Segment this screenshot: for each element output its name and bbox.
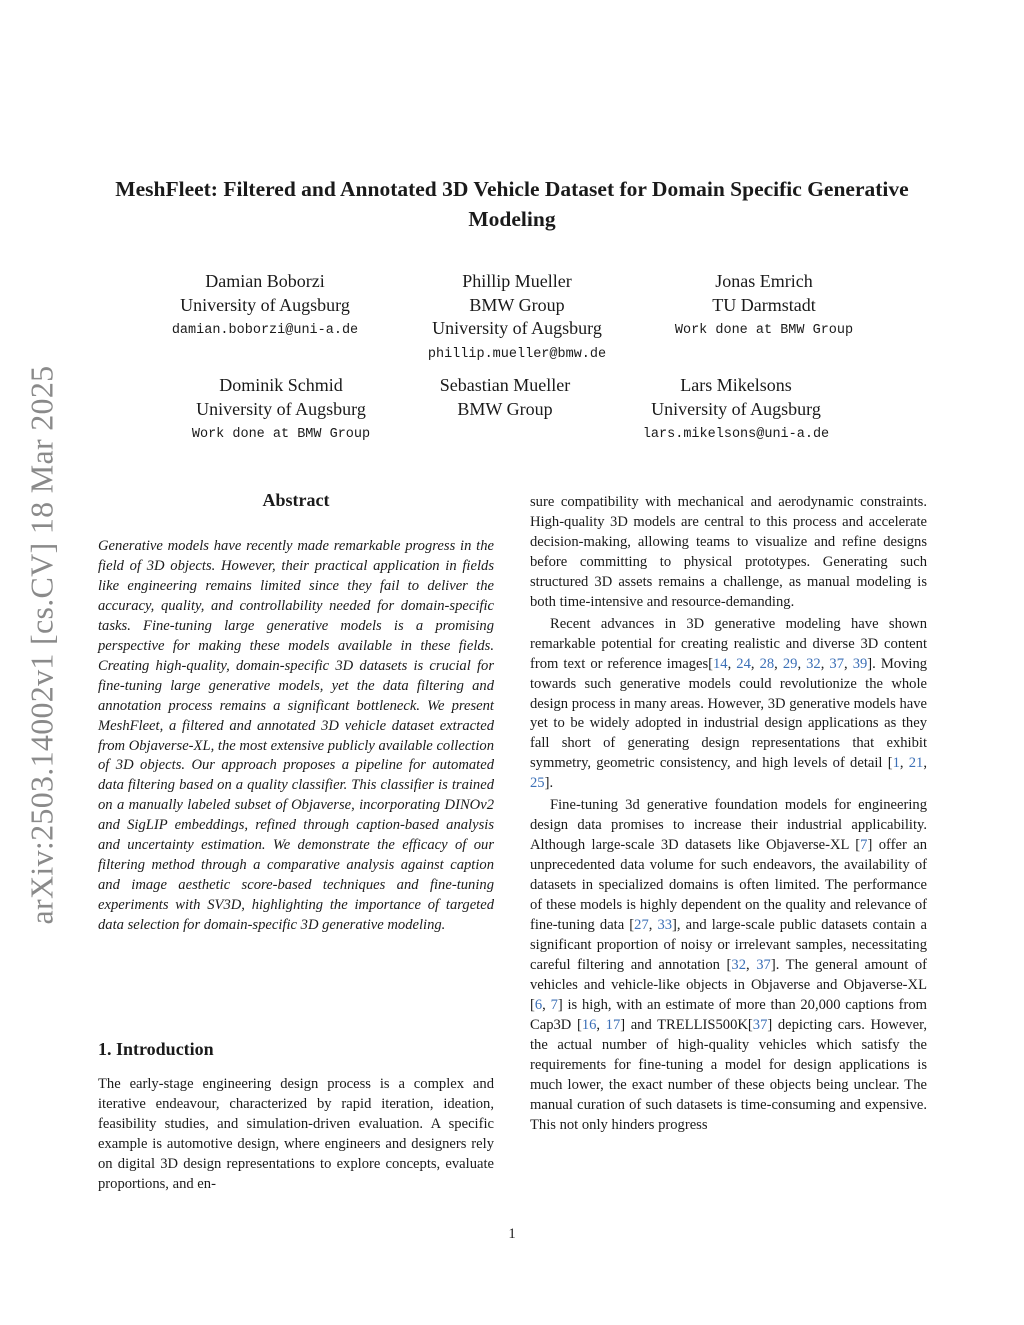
author-note: Work done at BMW Group (674, 323, 854, 338)
author-name: Jonas Emrich (715, 271, 813, 291)
author-block (390, 374, 620, 421)
author-affiliation: TU Darmstadt (712, 294, 816, 315)
citation-link[interactable]: 17 (605, 1016, 621, 1033)
citation-link[interactable]: 37 (756, 956, 771, 973)
author-block (150, 270, 380, 341)
introduction-heading: 1. Introduction (98, 1039, 214, 1059)
citation-link[interactable]: 27 (634, 917, 649, 934)
text-run: ]. Moving towards such generative models could revolutionize the whole design process in many areas. However, 3D generative models have yet to be widely adopted in industrial design applications as they fall short of generating design representations that exhibit symmetry, geometric consistency, and high levels of detail [ (530, 655, 928, 772)
citation-link[interactable]: 29 (782, 655, 798, 672)
text-run: ] and TRELLIS500K[ (620, 1016, 753, 1033)
text-run: ] offer an unprecedented data volume for such endeavors, the availability of datasets in specialized domains is often limited. The performance of these models is highly dependent on the quality and relevance of fine-tuning data [ (530, 837, 927, 934)
paper-title: MeshFleet: Filtered and Annotated 3D Vehicle Dataset for Domain Specific Generative Modeling (115, 177, 909, 231)
citation-link[interactable]: 25 (530, 775, 545, 792)
author-note: Work done at BMW Group (191, 427, 371, 442)
paragraph: sure compatibility with mechanical and aerodynamic constraints. High-quality 3D models are central to this process and accelerate decision-making, allowing teams to visualize and refine designs before committing to physical prototypes. Generating such structured 3D assets remains a challenge, as manual modeling is both time-intensive and resource-demanding. (530, 494, 927, 610)
text-run: Recent advances in 3D generative modeling have shown remarkable potential for creating realistic and diverse 3D content from text or reference images[ (530, 615, 927, 672)
citation-link[interactable]: 7 (860, 837, 868, 854)
citation-link[interactable]: 32 (806, 655, 821, 672)
author-name: Sebastian Mueller (439, 375, 571, 395)
citation-link[interactable]: 24 (736, 655, 751, 672)
author-name: Damian Boborzi (205, 271, 325, 291)
abstract-heading: Abstract (262, 490, 330, 510)
author-affiliation: University of Augsburg (651, 398, 821, 419)
author-affiliation: University of Augsburg (432, 318, 602, 338)
citation-link[interactable]: 37 (829, 655, 844, 672)
author-name: Lars Mikelsons (680, 375, 792, 395)
text-run: ] is high, with an estimate of more than 20,000 captions from Cap3D [ (530, 996, 928, 1033)
text-run: ], and large-scale public datasets contain a significant proportion of noisy or irrelevant samples, necessitating careful filtering and annotation [ (530, 917, 928, 973)
author-affiliation: University of Augsburg (196, 398, 366, 419)
paragraph: Recent advances in 3D generative modeling have shown remarkable potential for creating realistic and diverse 3D content from text or reference images[14, 24, 28, 29, 32, 37, 39]. Moving towards such generative models could revolutionize the whole design process in many areas. However, 3D generative models have yet to be widely adopted in industrial design applications as they fall short of generating design representations that exhibit symmetry, geometric consistency, and high levels of detail [1, 21, 25]. (530, 615, 928, 792)
page-number: 1 (508, 1226, 516, 1242)
author-email: phillip.mueller@bmw.de (427, 346, 607, 362)
author-email: lars.mikelsons@uni-a.de (642, 427, 830, 442)
author-affiliation: BMW Group (457, 398, 553, 419)
citation-link[interactable]: 37 (752, 1016, 768, 1033)
text-run: ]. (544, 775, 554, 792)
citation-link[interactable]: 1 (892, 755, 900, 772)
paragraph: Fine-tuning 3d generative foundation models for engineering design data promises to increase their industrial applicability. Although large-scale 3D datasets like Objaverse-XL [7] offer an unprecedented data volume for such endeavors, the availability of datasets in specialized domains is often limited. The performance of these models is highly dependent on the quality and relevance of fine-tuning data [27, 33], and large-scale public datasets contain a significant proportion of noisy or irrelevant samples, necessitating careful filtering and annotation [32, 37]. The general amount of vehicles and vehicle-like objects in Objaverse and Objaverse-XL [6, 7] is high, with an estimate of more than 20,000 captions from Cap3D [16, 17] and TRELLIS500K[37] depicting cars. However, the actual number of high-quality vehicles which satisfy the requirements for fine-tuning a model for design applications is much lower, the exact number of these objects being unclear. The manual curation of such datasets is time-consuming and expensive. This not only hinders progress (530, 797, 928, 1133)
citation-link[interactable]: 33 (657, 917, 673, 934)
author-block (650, 270, 878, 341)
text-run: Fine-tuning 3d generative foundation models for engineering design data promises to increase their industrial applicability. Although large-scale 3D datasets like Objaverse-XL [ (530, 797, 927, 854)
introduction-text: The early-stage engineering design process is a complex and iterative endeavour, characterized by rapid iteration, ideation, feasibility studies, and simulation-driven evaluation. A specific example is automotive design, where engineers and designers rely on digital 3D design representations to explore concepts, evaluate proportions, and en- (98, 1076, 494, 1192)
citation-link[interactable]: 39 (852, 655, 868, 672)
citation-link[interactable]: 6 (534, 996, 543, 1013)
abstract-text: Generative models have recently made remarkable progress in the field of 3D objects. However, their practical application in fields like engineering remains limited since they fail to deliver the accuracy, quality, and controllability needed for domain-specific tasks. Fine-tuning large generative models is a promising perspective for making these models available in these fields. Creating high-quality, domain-specific 3D datasets is crucial for fine-tuning large generative models, yet the data filtering and annotation process remains a significant bottleneck. We present MeshFleet, a filtered and annotated 3D vehicle dataset extracted from Objaverse-XL, the most extensive publicly available collection of 3D objects. Our approach proposes a pipeline for automated data filtering based on a quality classifier. This classifier is trained on a manually labeled subset of Objaverse, incorporating DINOv2 and SigLIP embeddings, refined through caption-based analysis and uncertainty estimation. We demonstrate the efficacy of our filtering method through a comparative analysis against caption and image aesthetic score-based techniques and fine-tuning experiments with SV3D, highlighting the importance of targeted data selection for domain-specific 3D generative modeling. (98, 538, 494, 934)
author-affiliation: BMW Group (469, 294, 565, 315)
author-block (621, 374, 851, 445)
citation-link[interactable]: 14 (713, 655, 728, 672)
author-name: Phillip Mueller (462, 271, 572, 291)
author-email: damian.boborzi@uni-a.de (171, 323, 359, 338)
author-block (166, 374, 396, 445)
text-run: ]. The general amount of vehicles and vehicle-like objects in Objaverse and Objaverse-XL [ (530, 956, 928, 1013)
citation-link[interactable]: 32 (731, 956, 746, 973)
arxiv-identifier-stamp: arXiv:2503.14002v1 [cs.CV] 18 Mar 2025 (23, 365, 60, 925)
right-column-text (530, 493, 927, 1136)
author-affiliation: University of Augsburg (180, 294, 350, 315)
author-name: Dominik Schmid (219, 375, 343, 395)
citation-link[interactable]: 16 (581, 1016, 597, 1033)
text-run: ] depicting cars. However, the actual number of high-quality vehicles which satisfy the requirements for fine-tuning a model for design applications is much lower, the exact number of these objects being unclear. The manual curation of such datasets is time-consuming and expensive. This not only hinders progress (530, 1016, 928, 1133)
citation-link[interactable]: 21 (908, 755, 924, 772)
citation-link[interactable]: 28 (759, 655, 775, 672)
author-block (402, 270, 632, 365)
citation-link[interactable]: 7 (550, 996, 558, 1013)
